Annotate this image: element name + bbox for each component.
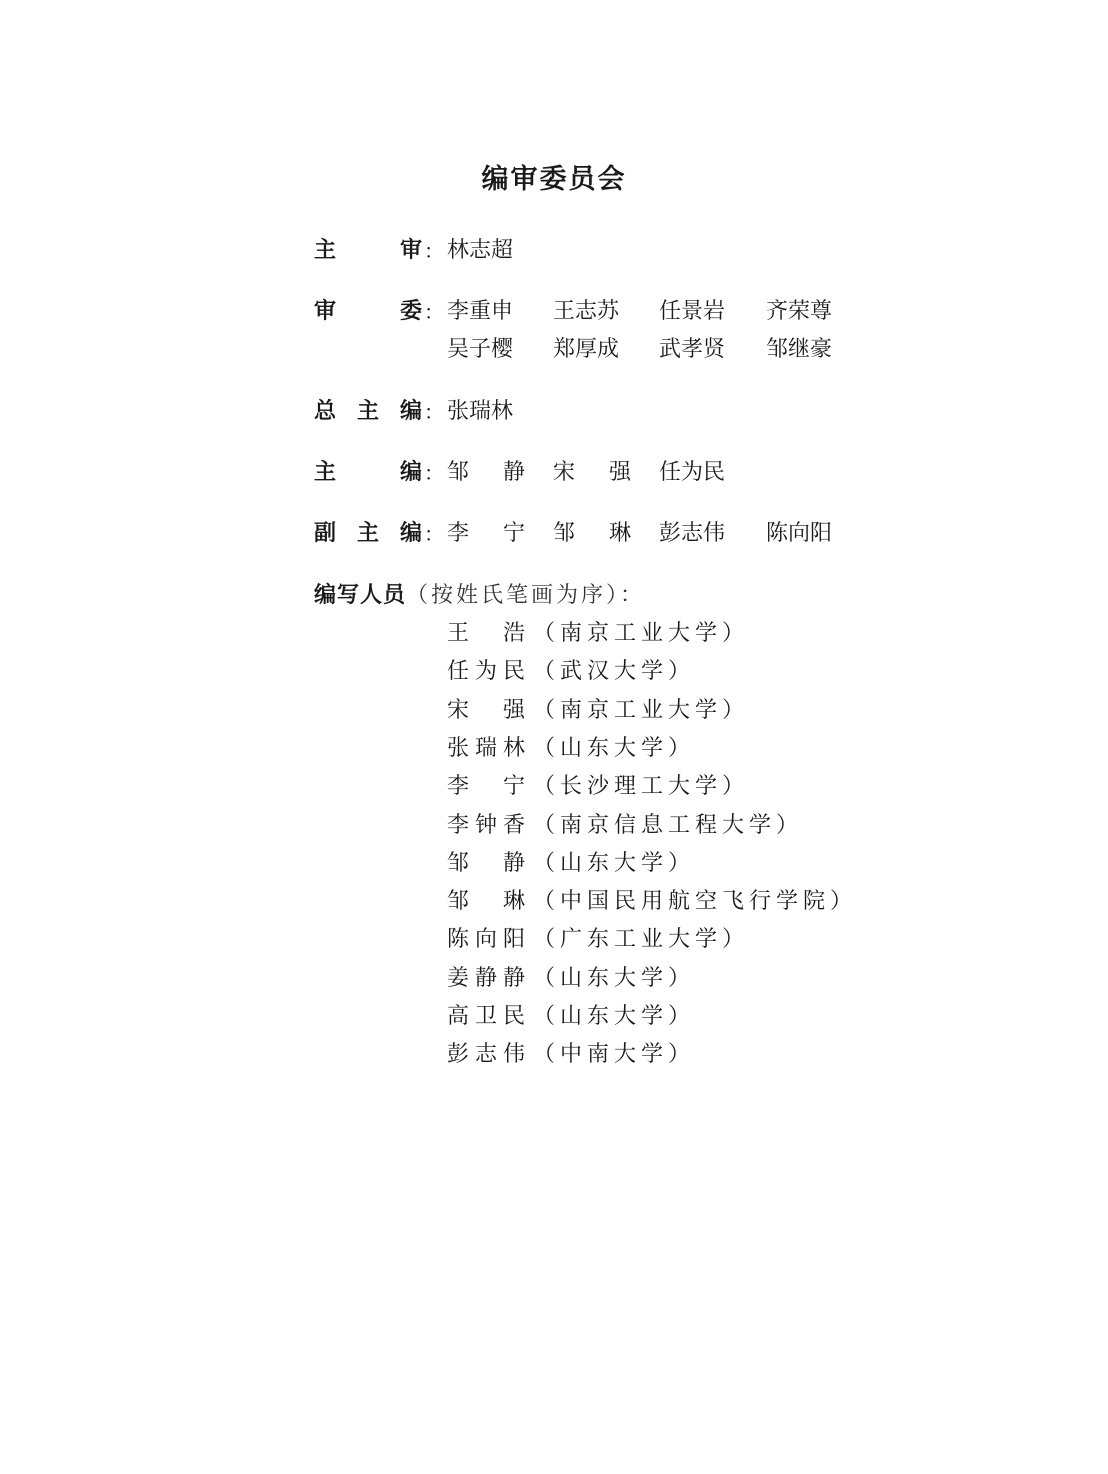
- writer-name: [447, 615, 525, 653]
- person-name: [553, 454, 631, 492]
- editors-row: [314, 454, 874, 492]
- chief-reviewer-row: [314, 232, 874, 270]
- chief-reviewer-label: [314, 232, 422, 270]
- colon: ：: [424, 300, 444, 324]
- name-char: 宋: [553, 460, 576, 485]
- writer-institution: （武汉大学）: [533, 659, 696, 684]
- name-char: 民: [502, 1004, 525, 1029]
- colon: ：: [424, 400, 444, 424]
- writer-name: [447, 845, 525, 883]
- name-char: 邹: [447, 851, 470, 876]
- name-char: 向: [474, 927, 497, 952]
- writer-name: [447, 653, 525, 691]
- writers-label: 编写人员: [314, 583, 407, 608]
- name-char: 宁: [502, 521, 525, 546]
- label-char: 主: [356, 521, 379, 546]
- name-char: 张: [447, 736, 470, 761]
- label-char: 审: [399, 238, 422, 263]
- name-char: 李: [447, 521, 470, 546]
- person-name: 郑厚成: [553, 337, 620, 362]
- person-name: 王志苏: [553, 299, 620, 324]
- name-char: 邹: [447, 889, 470, 914]
- name-char: 李: [447, 774, 470, 799]
- writer-name: [447, 807, 525, 845]
- writers-note: （按姓氏笔画为序）：: [406, 583, 646, 608]
- person-name: [447, 515, 525, 553]
- name-char: 浩: [502, 621, 525, 646]
- person-name: 武孝贤: [659, 337, 726, 362]
- writer-institution: （山东大学）: [533, 966, 696, 991]
- reviewers-label: [314, 293, 422, 331]
- person-name: [447, 454, 525, 492]
- writer-institution: （广东工业大学）: [533, 927, 750, 952]
- label-char: 副: [314, 521, 337, 546]
- writer-institution: （南京信息工程大学）: [533, 813, 804, 838]
- writer-institution: （长沙理工大学）: [533, 774, 750, 799]
- label-char: 审: [314, 299, 337, 324]
- person-name: 林志超: [447, 238, 514, 263]
- writer-name: [447, 883, 525, 921]
- writer-name: [447, 692, 525, 730]
- name-char: 志: [474, 1042, 497, 1067]
- name-char: 为: [474, 659, 497, 684]
- name-char: 卫: [474, 1004, 497, 1029]
- name-char: 邹: [447, 460, 470, 485]
- writer-name: [447, 1036, 525, 1074]
- name-char: 彭: [447, 1042, 470, 1067]
- name-char: 邹: [553, 521, 576, 546]
- person-name: 吴子樱: [447, 337, 514, 362]
- person-name: 任景岩: [659, 299, 726, 324]
- writer-institution: （南京工业大学）: [533, 621, 750, 646]
- person-name: 齐荣尊: [766, 299, 833, 324]
- colon: ：: [424, 461, 444, 485]
- person-name: 张瑞林: [447, 399, 514, 424]
- writer-institution: （中南大学）: [533, 1042, 696, 1067]
- name-char: 李: [447, 813, 470, 838]
- name-char: 强: [608, 460, 631, 485]
- name-char: 宁: [502, 774, 525, 799]
- person-name: 李重申: [447, 299, 514, 324]
- writer-institution: （山东大学）: [533, 1004, 696, 1029]
- writer-institution: （南京工业大学）: [533, 698, 750, 723]
- label-char: 主: [314, 460, 337, 485]
- name-char: 静: [502, 851, 525, 876]
- name-char: 林: [502, 736, 525, 761]
- name-char: 静: [502, 966, 525, 991]
- writer-name: [447, 998, 525, 1036]
- general-editor-row: [314, 393, 874, 431]
- name-char: 姜: [447, 966, 470, 991]
- name-char: 瑞: [474, 736, 497, 761]
- writers-heading: [314, 577, 645, 615]
- label-char: 委: [399, 299, 422, 324]
- colon: ：: [424, 522, 444, 546]
- writer-institution: （中国民用航空飞行学院）: [533, 889, 858, 914]
- label-char: 编: [399, 460, 422, 485]
- deputy-editors-row: [314, 515, 874, 553]
- writer-name: [447, 960, 525, 998]
- writer-institution: （山东大学）: [533, 851, 696, 876]
- person-name: 陈向阳: [766, 521, 833, 546]
- name-char: 香: [502, 813, 525, 838]
- person-name: [553, 515, 631, 553]
- name-char: 民: [502, 659, 525, 684]
- label-char: 总: [314, 399, 337, 424]
- name-char: 阳: [502, 927, 525, 952]
- writer-name: [447, 921, 525, 959]
- label-char: 编: [399, 521, 422, 546]
- name-char: 琳: [608, 521, 631, 546]
- label-char: 主: [314, 238, 337, 263]
- page-title: 编审委员会: [481, 164, 627, 195]
- label-char: 编: [399, 399, 422, 424]
- reviewers-row: [314, 293, 874, 331]
- name-char: 静: [502, 460, 525, 485]
- writer-institution: （山东大学）: [533, 736, 696, 761]
- writer-name: [447, 768, 525, 806]
- name-char: 王: [447, 621, 470, 646]
- person-name: 任为民: [659, 460, 726, 485]
- deputy-editors-label: [314, 515, 422, 553]
- name-char: 琳: [502, 889, 525, 914]
- reviewers-row-2: [314, 331, 874, 369]
- person-name: 彭志伟: [659, 521, 726, 546]
- name-char: 宋: [447, 698, 470, 723]
- name-char: 钟: [474, 813, 497, 838]
- name-char: 陈: [447, 927, 470, 952]
- name-char: 强: [502, 698, 525, 723]
- name-char: 伟: [502, 1042, 525, 1067]
- label-char: 主: [356, 399, 379, 424]
- editors-label: [314, 454, 422, 492]
- person-name: 邹继豪: [766, 337, 833, 362]
- name-char: 高: [447, 1004, 470, 1029]
- colon: ：: [424, 239, 444, 263]
- general-editor-label: [314, 393, 422, 431]
- name-char: 任: [447, 659, 470, 684]
- writer-name: [447, 730, 525, 768]
- name-char: 静: [474, 966, 497, 991]
